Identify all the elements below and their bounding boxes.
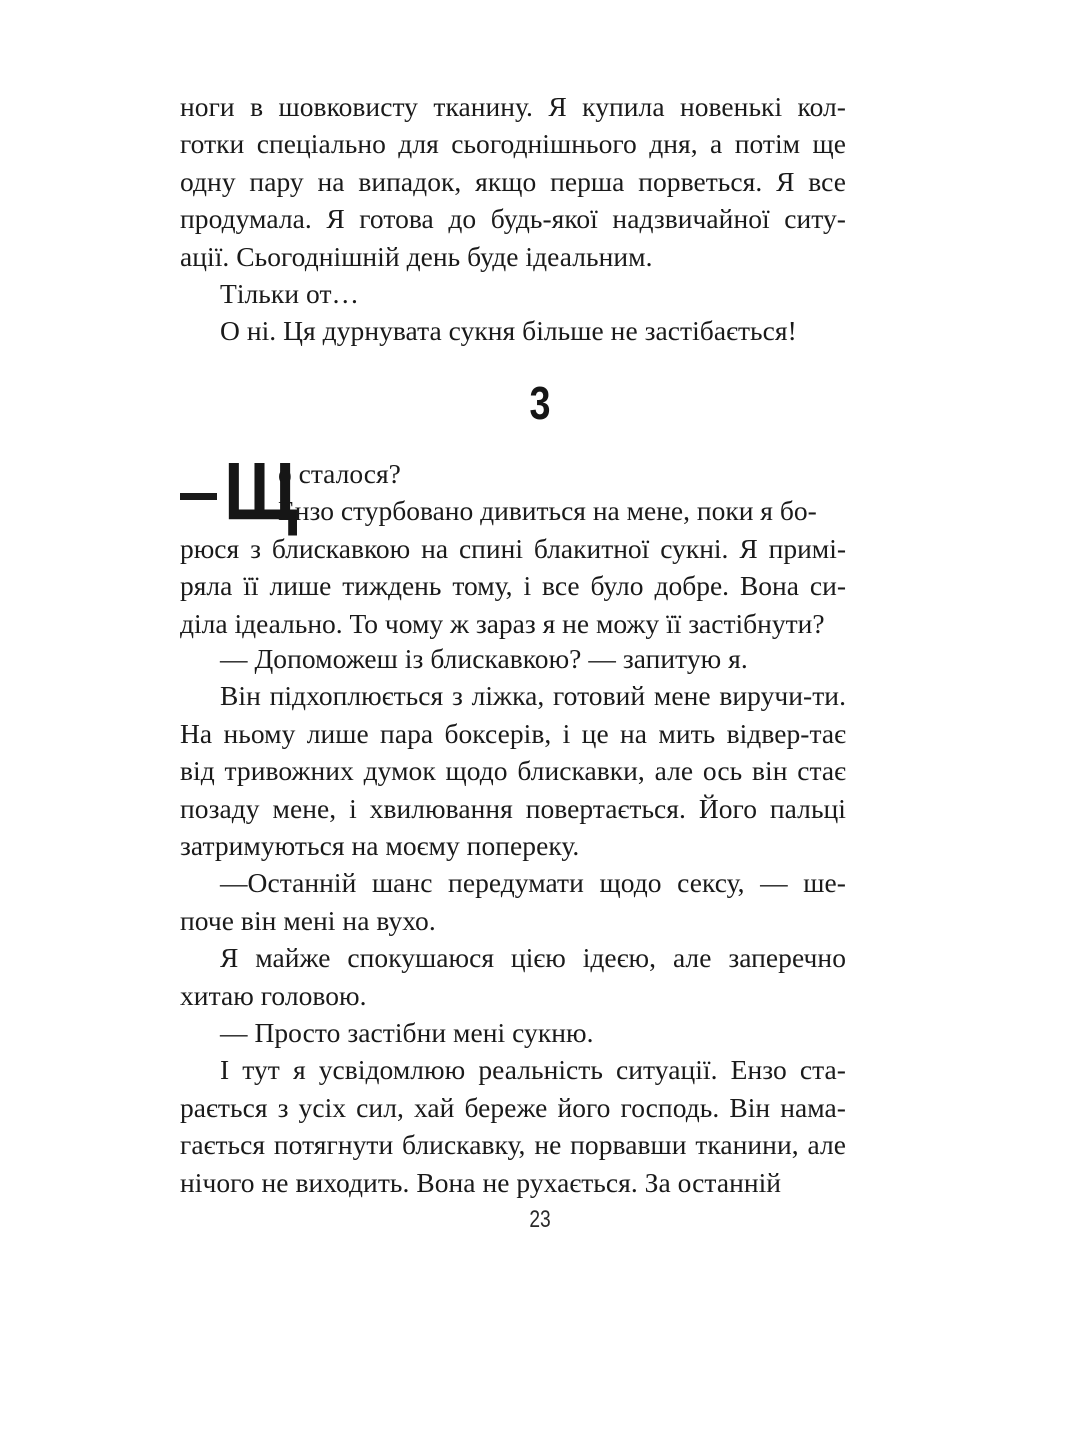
paragraph-tilky-ot: Тільки от… xyxy=(220,278,360,310)
paragraph-narrative-1: Він підхоплюється з ліжка, готовий мене виручи-ти. На ньому лише пара боксерів, і це на мить відвер-тає від тривожних думок щодо блискавки, але ось він стає позаду мене, і хвилювання повертається. Його пальці затримуються на моєму попереку. xyxy=(180,680,846,862)
paragraph-o-ni: О ні. Ця дурнувата сукня більше не застібається! xyxy=(220,315,797,347)
body-text-block xyxy=(180,640,846,1201)
chapter-opening-rest-part1: рюся з блискавкою на спині блакитної сукні. Я примі-ряла її лише тиждень тому, і все було добре. Вона си-діла xyxy=(180,532,846,639)
paragraph-continued: ноги в шовковисту тканину. Я купила новенькі кол-готки спеціально для сьогоднішнього дня, а потім ще одну пару на випадок, якщо перша порветься. Я все продумала. Я готова до будь-якої надзвичайної ситу-ації. Сьогоднішній день буде ідеальним. xyxy=(180,91,846,272)
paragraph-dialogue-1: — Допоможеш із блискавкою? — запитую я. xyxy=(220,643,748,674)
page-number: 23 xyxy=(529,1206,551,1233)
dropcap-wrapper xyxy=(180,446,846,537)
chapter-opening-italic-word: ідеально xyxy=(234,607,336,639)
paragraph-dialogue-2: —Останній шанс передумати щодо сексу, — ше-поче він мені на вухо. xyxy=(180,867,846,936)
paragraph-dialogue-3: — Просто застібни мені сукню. xyxy=(220,1017,594,1049)
em-dash-icon xyxy=(180,493,217,500)
chapter-opening-rest xyxy=(180,530,846,642)
dropcap-letter: Щ xyxy=(224,446,298,537)
chapter-opening-line-2: Ензо стурбовано дивиться на мене, поки я бо- xyxy=(278,495,817,527)
chapter-number-heading: 3 xyxy=(529,377,551,429)
chapter-opening-block xyxy=(180,446,846,642)
chapter-opening-line-1: о сталося? xyxy=(278,458,401,489)
top-text-block xyxy=(180,88,846,350)
chapter-opening-rest-part2: . То чому ж зараз я не можу її застібнути? xyxy=(335,607,825,639)
paragraph-narrative-3: І тут я усвідомлюю реальність ситуації. Ензо ста-рається з усіх сил, хай береже його господь. Він нама-гається потягнути блискавку, не порвавши тканини, але нічого не виходить. Вона не рухається. За останній xyxy=(180,1054,846,1198)
paragraph-narrative-2: Я майже спокушаюся цією ідеєю, але заперечно хитаю головою. xyxy=(180,942,846,1011)
